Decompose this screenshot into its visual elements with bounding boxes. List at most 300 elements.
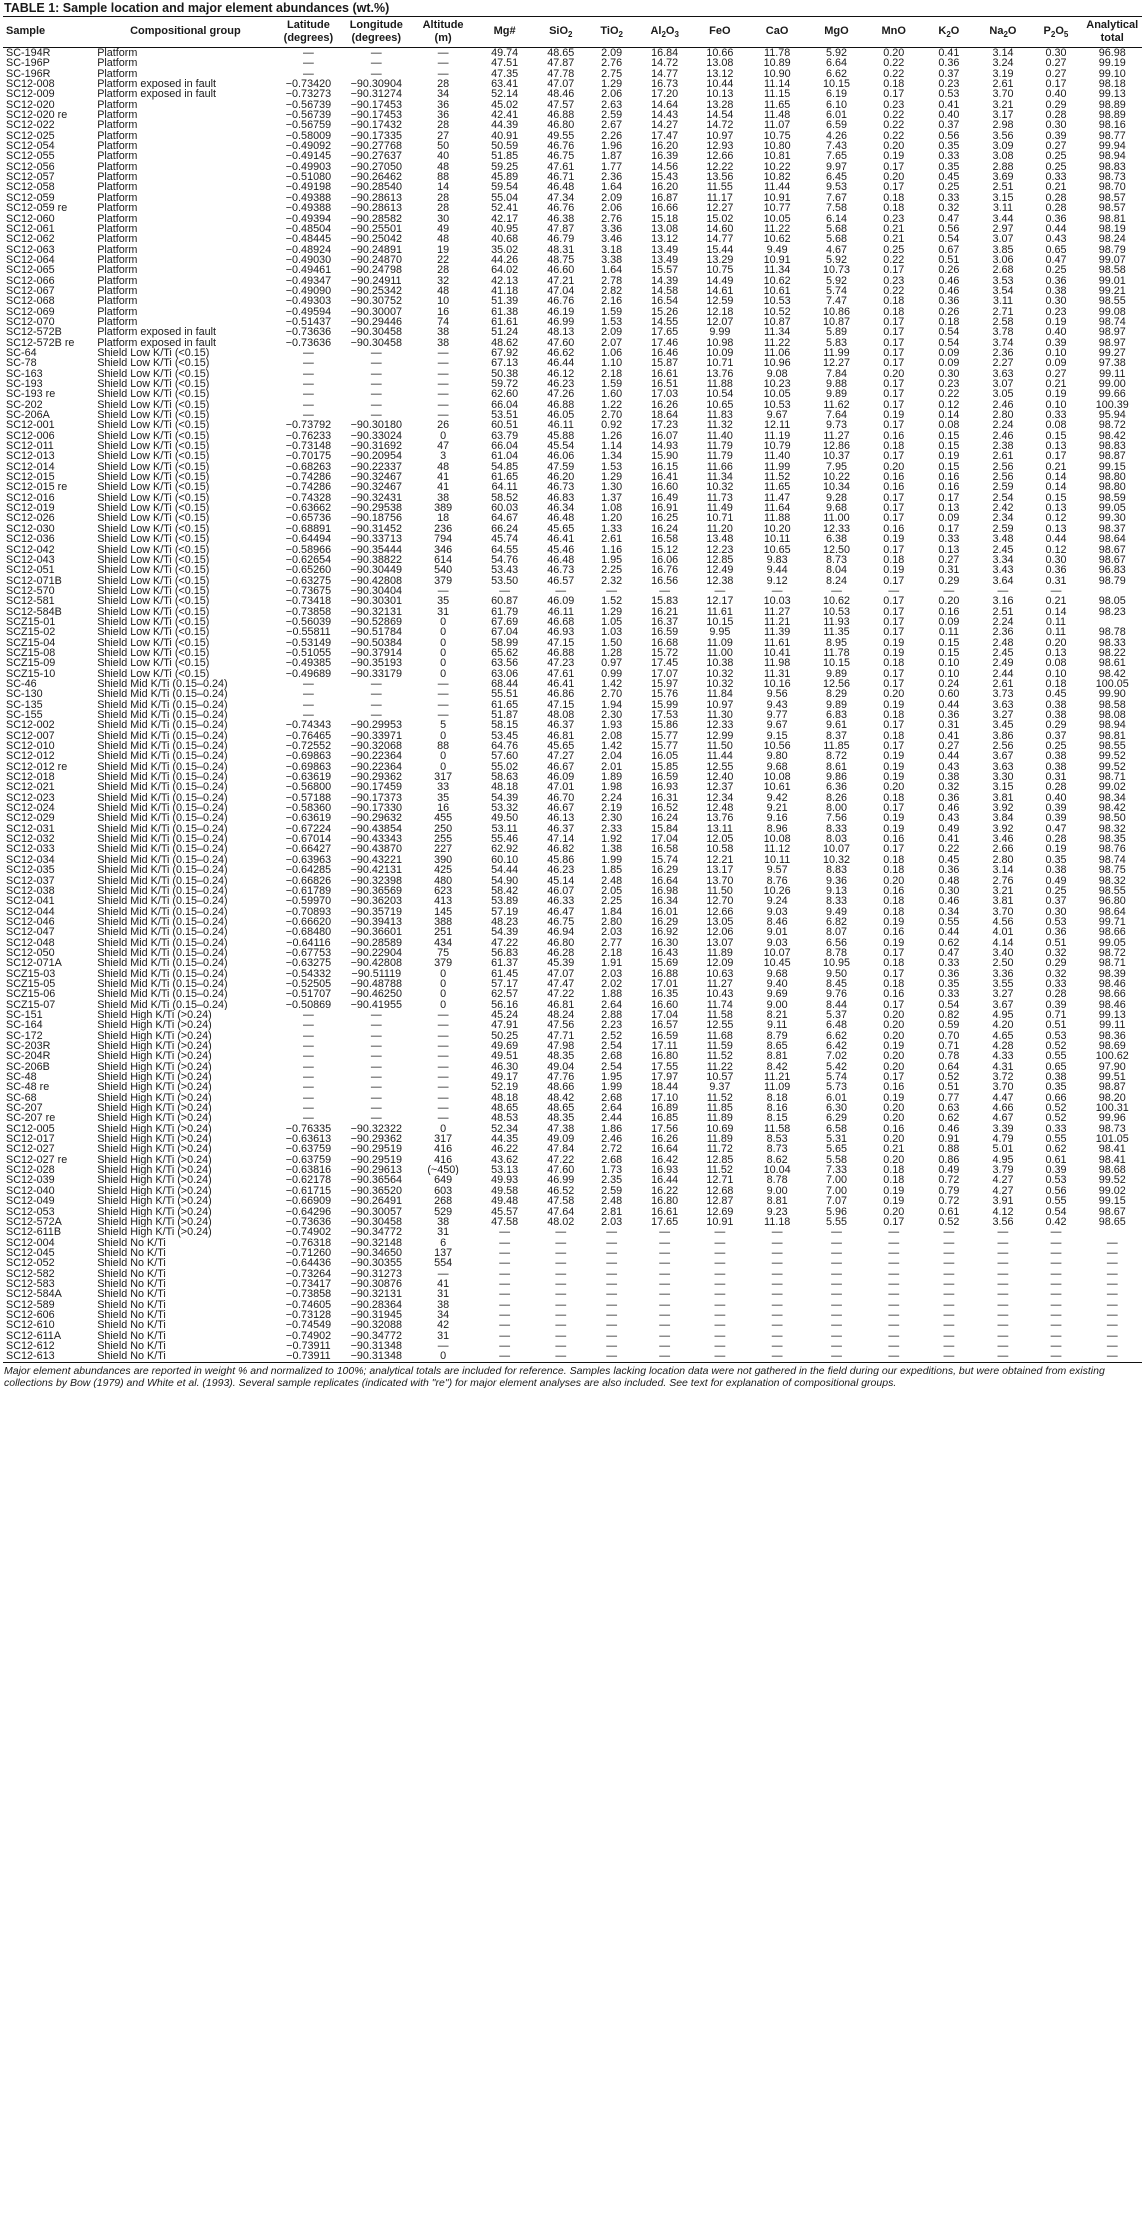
cell-k2o: 0.27 [938,554,960,566]
cell-sio2: 48.02 [547,1216,575,1228]
cell-cao: 8.79 [766,1030,788,1041]
cell-p2o5: 0.25 [1045,885,1067,897]
cell-feo: 11.50 [706,741,733,752]
cell-feo: 12.07 [706,316,734,328]
cell-al2o3: 13.49 [651,244,679,255]
cell-feo: 13.70 [706,875,734,886]
cell-alt: 0 [440,751,447,762]
cell-mg: — [499,1299,510,1310]
cell-na2o: 2.45 [992,544,1014,555]
cell-k2o: — [943,1237,955,1248]
cell-lon: −90.30458 [350,337,402,348]
cell-feo: 11.89 [706,947,733,959]
cell-p2o5: 0.17 [1045,79,1067,90]
cell-lat: −0.49594 [285,306,332,317]
cell-alt: 28 [437,79,450,90]
cell-group: Platform [97,265,138,276]
cell-sio2: 47.56 [547,1020,575,1031]
cell-p2o5: 0.29 [1045,720,1067,731]
cell-cao: 9.08 [766,368,788,379]
cell-total: 98.83 [1098,161,1126,173]
column-header-k2o: $K_2O$ [921,17,976,48]
cell-tio2: 1.29 [601,79,623,90]
cell-k2o: — [943,1289,955,1300]
cell-na2o: 4.12 [992,1206,1014,1217]
cell-sio2: 46.23 [547,379,575,390]
cell-alt: — [437,710,449,721]
cell-tio2: 1.91 [601,958,623,969]
cell-feo: 10.91 [706,1216,734,1228]
cell-k2o: 0.53 [938,89,960,100]
cell-mno: 0.20 [883,1103,905,1114]
cell-feo: 13.08 [706,58,734,69]
cell-lat: −0.68263 [285,461,332,473]
cell-k2o: 0.29 [938,575,960,586]
cell-feo: 12.22 [706,161,734,173]
cell-mg: — [499,1330,510,1341]
cell-feo: — [714,1247,726,1259]
cell-mno: 0.17 [883,720,905,731]
cell-total [1082,586,1142,596]
cell-al2o3: — [659,1247,671,1259]
cell-na2o: 4.67 [992,1113,1014,1124]
cell-tio2: 1.60 [601,389,623,400]
cell-cao: 11.52 [763,472,791,483]
cell-na2o: 2.80 [992,410,1014,421]
cell-p2o5: 0.29 [1045,958,1067,969]
cell-feo: 10.44 [706,79,734,90]
cell-al2o3: 16.22 [651,1185,679,1197]
table-row [3,1238,1142,1248]
cell-sio2: 47.71 [547,1030,575,1041]
cell-sio2: 47.87 [547,58,575,69]
cell-p2o5: 0.30 [1045,554,1067,566]
cell-p2o5: 0.56 [1045,1185,1067,1197]
cell-mgo: 6.42 [825,1041,847,1052]
table-row [3,679,1142,689]
cell-mgo: 6.36 [825,782,847,793]
cell-mg: 58.42 [491,885,519,897]
cell-mno: 0.19 [883,637,905,648]
cell-total: 98.32 [1098,823,1126,835]
cell-k2o: 0.67 [938,244,960,255]
cell-na2o: — [997,1299,1009,1310]
cell-sample: SC12-589 [6,1299,55,1310]
cell-group: Shield Mid K/Ti (0.15–0.24) [97,813,228,824]
cell-tio2: 1.87 [601,151,623,162]
cell-p2o5: — [1050,1227,1062,1238]
cell-group: Shield Mid K/Ti (0.15–0.24) [97,906,228,917]
cell-cao: 10.23 [763,379,791,390]
table-row [3,224,1142,234]
cell-feo: — [714,585,726,597]
cell-mg: 49.51 [491,1051,519,1062]
cell-sample: SC12-015 re [6,482,68,493]
cell-sio2: 46.12 [547,368,575,379]
cell-lon: −90.36520 [350,1185,402,1197]
cell-al2o3: 17.65 [651,327,679,338]
cell-na2o: 4.01 [992,927,1014,938]
cell-cao: 10.08 [763,772,791,783]
cell-feo: — [714,1227,726,1238]
cell-p2o5: 0.30 [1045,296,1067,307]
cell-group: Shield High K/Ti (>0.24) [97,1030,212,1041]
column-header-p2o5: $P_2O_5$ [1029,17,1082,48]
cell-mno: 0.22 [883,254,905,266]
cell-tio2: 2.52 [601,1030,623,1041]
cell-sample: SC-155 [6,710,43,721]
table-row [3,969,1142,979]
cell-tio2: 1.28 [601,647,623,659]
cell-p2o5: 0.28 [1045,110,1067,121]
cell-mg: 48.18 [491,1092,519,1104]
cell-na2o: 3.74 [992,337,1014,348]
cell-sample: SC-130 [6,689,43,700]
cell-k2o: 0.72 [938,1196,960,1207]
table-row [3,1165,1142,1175]
cell-lat: −0.58009 [285,130,332,142]
cell-lat: −0.73792 [285,420,332,431]
cell-feo: 11.72 [706,1144,733,1155]
table-row [3,824,1142,834]
cell-al2o3: 17.56 [651,1123,679,1135]
cell-mno: 0.17 [883,513,905,524]
cell-lon: −90.33024 [350,430,402,442]
cell-group: Shield Mid K/Ti (0.15–0.24) [97,792,228,804]
cell-mgo: 6.01 [825,110,847,121]
cell-mg: 60.03 [491,503,519,514]
cell-cao: 11.58 [763,1123,791,1135]
cell-mg: 53.32 [491,803,519,814]
cell-al2o3: 17.10 [651,1092,679,1104]
cell-cao: 9.21 [766,803,788,814]
cell-sio2: 46.76 [547,203,575,214]
cell-tio2: 1.05 [601,616,623,628]
cell-mg: 55.04 [491,192,519,204]
cell-mno: 0.18 [883,1175,905,1186]
cell-al2o3: — [659,1309,671,1321]
cell-alt: 38 [437,327,450,338]
column-header-alt: Altitude (m) [412,17,474,48]
cell-tio2: 1.86 [601,1123,623,1135]
cell-lat: −0.53149 [285,637,332,648]
cell-mno: 0.20 [883,368,905,379]
cell-mno: 0.16 [883,1123,905,1135]
table-row [3,472,1142,482]
cell-tio2: 2.06 [601,89,623,100]
cell-mg: 49.93 [491,1175,519,1186]
cell-cao: 11.22 [763,337,791,348]
cell-feo: 9.37 [709,1082,731,1093]
cell-sio2: 46.44 [547,358,575,369]
cell-cao: 10.65 [763,544,791,555]
cell-na2o: 3.09 [992,141,1014,152]
cell-tio2: 3.36 [601,223,623,235]
cell-na2o: 3.64 [992,575,1014,586]
cell-p2o5: 0.25 [1045,161,1067,173]
cell-p2o5: 0.52 [1045,1041,1067,1052]
cell-p2o5: 0.37 [1045,896,1067,907]
cell-total: 98.77 [1098,130,1126,142]
cell-group: Shield High K/Ti (>0.24) [97,1051,212,1062]
cell-total: 98.18 [1098,79,1126,90]
cell-total: 99.96 [1098,1113,1126,1124]
cell-sio2: 48.65 [547,47,575,59]
cell-alt: 75 [437,947,450,959]
cell-tio2: — [606,1258,618,1269]
cell-sio2: 47.38 [547,1123,575,1135]
cell-al2o3: 17.97 [651,1072,679,1083]
cell-mno: 0.20 [883,1134,905,1145]
cell-lat: — [303,47,314,59]
cell-tio2: 1.33 [601,523,623,535]
cell-k2o: 0.88 [938,1144,960,1155]
cell-mgo: 7.84 [825,368,847,379]
cell-cao: — [771,1289,783,1300]
cell-p2o5: 0.15 [1045,492,1067,504]
cell-lon: — [370,368,382,379]
cell-lon: −90.42808 [350,958,402,969]
cell-group: Shield No K/Ti [97,1278,166,1290]
cell-p2o5: 0.52 [1045,1103,1067,1114]
cell-na2o: 3.27 [992,710,1014,721]
cell-alt: 28 [437,265,450,276]
cell-feo: 10.71 [706,513,734,524]
cell-sio2: 46.41 [547,534,575,545]
cell-mg: 63.56 [491,658,519,669]
cell-k2o: 0.22 [938,389,960,400]
cell-mno: 0.20 [883,1020,905,1031]
cell-lat: −0.73858 [285,1289,332,1300]
cell-sample: SC12-039 [6,1175,55,1186]
cell-sio2: — [555,1258,567,1269]
cell-sample: SCZ15-10 [6,668,56,679]
cell-lon: — [370,47,382,59]
cell-lat: −0.73636 [285,1216,332,1228]
cell-lon: −90.32148 [350,1237,402,1248]
cell-group: Shield Mid K/Ti (0.15–0.24) [97,720,228,731]
cell-sio2: 46.34 [547,503,575,514]
cell-na2o: 2.34 [992,513,1014,524]
cell-mgo: 8.04 [825,565,847,576]
cell-sio2: 47.22 [547,1154,575,1166]
cell-mno: 0.19 [883,1196,905,1207]
cell-mg: 61.65 [491,472,519,483]
cell-cao: 10.75 [763,130,791,142]
cell-al2o3: — [659,585,671,597]
cell-mgo: 10.86 [822,306,850,317]
table-row [3,493,1142,503]
cell-na2o: 3.07 [992,234,1014,245]
cell-mgo: 8.44 [825,999,847,1010]
cell-feo: 11.66 [706,461,733,473]
cell-alt: — [437,358,449,369]
cell-alt: 317 [434,1134,453,1145]
cell-al2o3: 14.55 [651,316,679,328]
cell-p2o5: 0.10 [1045,668,1067,679]
cell-cao: 10.05 [763,213,791,224]
cell-mg: 64.02 [491,265,519,276]
cell-total: 98.55 [1098,296,1126,307]
cell-cao: — [747,1351,806,1362]
cell-sample: SC-164 [6,1020,43,1031]
cell-mg: 59.72 [491,379,519,390]
cell-total: — [1106,1258,1118,1269]
table-row [3,1248,1142,1258]
cell-mno: 0.19 [883,534,905,545]
cell-mgo: 10.22 [822,472,850,483]
cell-sio2: 46.99 [547,316,575,328]
cell-tio2: 1.95 [601,1072,623,1083]
cell-sample: SC12-033 [6,844,55,855]
cell-k2o: 0.46 [938,1123,960,1135]
cell-sio2: 46.79 [547,234,575,245]
cell-total: 98.73 [1098,1123,1126,1135]
cell-p2o5: 0.49 [1045,875,1067,886]
cell-p2o5: 0.61 [1045,1154,1067,1166]
cell-tio2: 1.42 [601,678,623,690]
cell-lon: — [370,1030,382,1041]
cell-mg: 55.02 [491,761,519,773]
table-row [3,1051,1142,1061]
cell-lon: −90.22904 [350,947,402,959]
cell-sample: SC12-044 [6,906,55,917]
cell-feo: 10.66 [706,47,734,59]
cell-mno: 0.19 [883,1185,905,1197]
cell-lon: −90.33713 [350,534,402,545]
cell-mg: 42.17 [491,213,519,224]
cell-mgo: 9.88 [825,379,847,390]
cell-cao: 11.27 [763,606,791,617]
cell-group: Shield High K/Ti (>0.24) [97,1175,212,1186]
cell-lon: −90.29519 [350,1154,402,1166]
cell-alt: 236 [434,523,453,535]
table-row [3,1279,1142,1289]
cell-p2o5: 0.20 [1045,637,1067,648]
cell-cao: 10.04 [763,1165,791,1176]
cell-mgo: 4.67 [825,244,847,255]
cell-mg: 53.51 [491,410,519,421]
cell-sio2: 46.67 [547,803,575,814]
cell-mgo: 9.53 [825,182,847,193]
cell-alt: 6 [440,1237,447,1248]
cell-group: Shield Mid K/Ti (0.15–0.24) [97,989,228,1000]
cell-tio2: — [606,1289,618,1300]
cell-alt: 47 [437,441,450,452]
cell-alt: 41 [437,1278,450,1290]
cell-sio2: 47.60 [547,1165,575,1176]
cell-p2o5: 0.10 [1045,399,1067,411]
cell-group: Platform [97,130,138,142]
cell-al2o3: 16.25 [651,513,679,524]
cell-total: 99.08 [1098,306,1126,317]
cell-k2o: 0.51 [938,254,960,266]
table-row [3,193,1142,203]
cell-lat: — [303,1009,314,1021]
table-row [3,296,1142,306]
cell-mg: 45.74 [491,534,519,545]
cell-al2o3: 16.84 [651,47,679,59]
cell-feo: 10.54 [706,389,734,400]
cell-na2o: 3.11 [992,296,1014,307]
table-row [3,720,1142,730]
cell-mg: 49.17 [491,1072,519,1083]
cell-mg: 54.90 [491,875,519,886]
cell-lon: −90.35193 [350,658,402,669]
cell-mno: 0.18 [883,978,905,990]
cell-cao: 9.56 [766,689,788,700]
cell-feo: 14.72 [706,120,734,131]
cell-sio2: 48.13 [547,327,575,338]
cell-k2o: 0.72 [938,1175,960,1186]
cell-p2o5: 0.10 [1045,347,1067,359]
cell-al2o3: 17.46 [651,337,679,348]
cell-total: 98.80 [1098,482,1126,493]
cell-mgo: 8.33 [825,823,847,835]
cell-lon: −90.32131 [350,1289,402,1300]
cell-group: Shield Low K/Ti (<0.15) [97,534,210,545]
cell-k2o: 0.36 [938,792,960,804]
cell-cao: 10.11 [763,854,791,866]
cell-total: 99.94 [1098,141,1126,152]
cell-mno: 0.18 [883,658,905,669]
cell-lon: — [370,1072,382,1083]
cell-al2o3: 15.72 [651,647,679,659]
cell-group: Shield Low K/Ti (<0.15) [97,399,210,411]
cell-mno: 0.17 [883,947,905,959]
cell-lat: −0.66427 [285,844,332,855]
cell-total: 98.58 [1098,265,1126,276]
cell-mg: 66.04 [491,441,519,452]
cell-lat: −0.58966 [285,544,332,555]
table-row [3,762,1142,772]
cell-na2o: 2.46 [992,399,1014,411]
cell-lat: −0.73675 [285,585,332,597]
cell-group: Shield High K/Ti (>0.24) [97,1227,212,1238]
cell-mno: 0.20 [883,1113,905,1124]
cell-na2o: 3.63 [992,368,1014,379]
cell-mgo: 9.86 [825,772,847,783]
cell-sample: SC12-046 [6,916,55,928]
cell-na2o: 3.14 [992,865,1014,876]
cell-mno: 0.17 [883,316,905,328]
cell-feo: 12.33 [706,720,734,731]
table-row [3,772,1142,782]
cell-sio2: 47.27 [547,751,575,762]
table-row [3,1144,1142,1154]
cell-sample: SC12-053 [6,1206,55,1217]
cell-cao: 10.61 [763,782,791,793]
cell-sio2: 47.14 [547,834,575,845]
cell-tio2: 1.03 [601,627,623,638]
cell-tio2: 2.54 [601,1041,623,1052]
cell-feo: 12.55 [706,1020,734,1031]
cell-feo: 11.40 [706,430,733,442]
table-row [3,1155,1142,1165]
cell-sio2: 46.07 [547,885,575,897]
cell-p2o5: 0.44 [1045,223,1067,235]
cell-total: 99.30 [1098,513,1126,524]
cell-na2o: 4.27 [992,1175,1014,1186]
cell-mgo: — [831,1258,842,1269]
cell-p2o5: 0.55 [1045,1134,1067,1145]
cell-alt: 794 [434,534,453,545]
cell-p2o5: 0.40 [1045,792,1067,804]
cell-group: Shield Mid K/Ti (0.15–0.24) [97,772,228,783]
cell-group: Shield Low K/Ti (<0.15) [97,472,210,483]
cell-na2o: 3.06 [992,254,1014,266]
cell-lon: −90.22337 [350,461,402,473]
